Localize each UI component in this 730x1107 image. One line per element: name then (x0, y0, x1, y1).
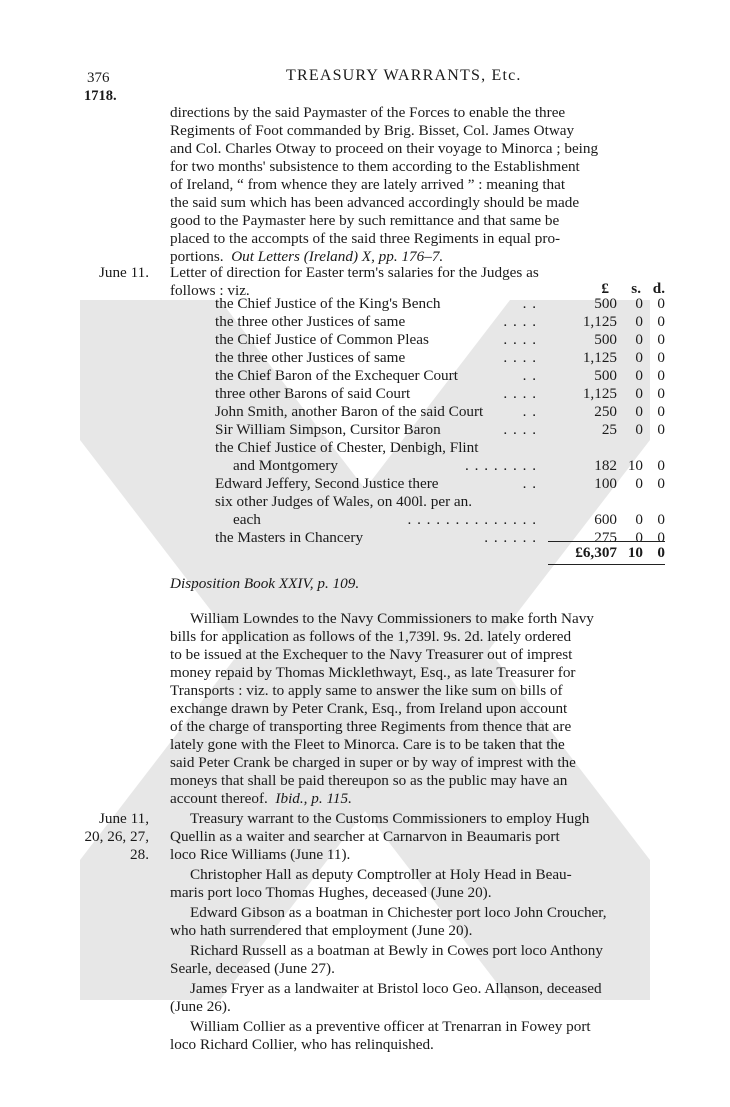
text-line: Quellin as a waiter and searcher at Carnarvon in Beaumaris port (170, 828, 560, 845)
pence-cell: 0 (657, 331, 665, 348)
pence-cell: 0 (657, 295, 665, 312)
pounds-cell: 500 (594, 295, 617, 312)
text-fragment: account thereof. (170, 790, 268, 807)
salary-row (215, 421, 665, 439)
salary-row (215, 403, 665, 421)
text-line: the said sum which has been advanced accordingly should be made (170, 194, 580, 211)
date-line: June 11, (98, 810, 149, 827)
customs-entry (170, 904, 666, 940)
salary-description: the three other Justices of same (215, 313, 406, 330)
shillings-cell: 0 (635, 475, 643, 492)
running-title: TREASURY WARRANTS, Etc. (286, 67, 522, 84)
text-line: William Collier as a preventive officer at Trenarran in Fowey port (190, 1018, 591, 1035)
shillings-cell: 0 (635, 313, 643, 330)
customs-entry (170, 980, 666, 1016)
shillings-cell: 0 (635, 367, 643, 384)
margin-date: June 11. (98, 264, 149, 281)
pounds-cell: 500 (594, 331, 617, 348)
text-line: William Lowndes to the Navy Commissioners to make forth Navy (190, 610, 594, 627)
customs-entry (170, 1018, 666, 1054)
text-line: lately gone with the Fleet to Minorca. Care is to be taken that the (170, 736, 565, 753)
salary-row (215, 475, 665, 493)
text-line: of Ireland, “ from whence they are lately arrived ” : meaning that (170, 176, 566, 193)
text-line: Letter of direction for Easter term's salaries for the Judges as (170, 264, 539, 281)
text-line: Regiments of Foot commanded by Brig. Bisset, Col. James Otway (170, 122, 575, 139)
customs-entry (170, 866, 666, 902)
total-rule-bottom (548, 564, 665, 565)
pounds-cell: 275 (594, 529, 617, 546)
salary-row (215, 493, 665, 511)
leader-dots: . . . . (503, 385, 537, 402)
citation: Out Letters (Ireland) X, pp. 176–7. (231, 248, 444, 265)
pounds-cell: 500 (594, 367, 617, 384)
pounds-header: £ (601, 280, 609, 297)
margin-year: 1718. (84, 88, 117, 104)
salary-description: the Chief Justice of Common Pleas (215, 331, 429, 348)
pence-cell: 0 (657, 511, 665, 528)
text-line: Searle, deceased (June 27). (170, 960, 335, 977)
leader-dots: . . . . (503, 349, 537, 366)
shillings-cell: 0 (635, 529, 643, 546)
text-line: Treasury warrant to the Customs Commissioners to employ Hugh (190, 810, 590, 827)
shillings-cell: 10 (627, 457, 643, 474)
leader-dots: . . . . (503, 421, 537, 438)
salary-description: the Chief Justice of the King's Bench (215, 295, 441, 312)
salary-description: and Montgomery (233, 457, 339, 474)
disposition-citation: Disposition Book XXIV, p. 109. (170, 575, 360, 592)
pounds-cell: 100 (594, 475, 617, 492)
shillings-cell: 0 (635, 511, 643, 528)
text-line: Christopher Hall as deputy Comptroller at Holy Head in Beau- (190, 866, 572, 883)
pounds-cell: 250 (594, 403, 617, 420)
salary-description: three other Barons of said Court (215, 385, 411, 402)
customs-entries (170, 810, 666, 1054)
text-line: to be issued at the Exchequer to the Navy Treasurer out of imprest (170, 646, 573, 663)
text-line: exchange drawn by Peter Crank, Esq., from Ireland upon account (170, 700, 568, 717)
leader-dots: . . . . (503, 313, 537, 330)
text-line: loco Richard Collier, who has relinquished. (170, 1036, 434, 1053)
pence-cell: 0 (657, 475, 665, 492)
salary-description: Edward Jeffery, Second Justice there (215, 475, 439, 492)
salary-row (215, 349, 665, 367)
salary-description: John Smith, another Baron of the said Court (215, 403, 484, 420)
salary-row (215, 331, 665, 349)
pounds-cell: 182 (594, 457, 617, 474)
salary-description: the Chief Justice of Chester, Denbigh, Flint (215, 439, 479, 456)
text-line: Richard Russell as a boatman at Bewly in Cowes port loco Anthony (190, 942, 603, 959)
pence-cell: 0 (657, 403, 665, 420)
leader-dots: . . (522, 403, 537, 420)
date-line: 20, 26, 27, (84, 828, 149, 845)
salary-description: the Masters in Chancery (215, 529, 364, 546)
text-line: Transports : viz. to apply same to answer the like sum on bills of (170, 682, 563, 699)
salary-row (215, 457, 665, 475)
pence-cell: 0 (657, 367, 665, 384)
text-line: money repaid by Thomas Micklethwayt, Esq., as late Treasurer for (170, 664, 576, 681)
shillings-header: s. (631, 280, 641, 297)
customs-entry (170, 810, 666, 864)
shillings-cell: 0 (635, 421, 643, 438)
salary-row (215, 295, 665, 313)
text-line: (June 26). (170, 998, 231, 1015)
total-rule-top (548, 541, 665, 542)
pounds-cell: 1,125 (582, 349, 617, 366)
pence-cell: 0 (657, 457, 665, 474)
pence-header: d. (652, 280, 665, 297)
total-pence: 0 (657, 544, 665, 561)
text-line: of the charge of transporting three Regiments from thence that are (170, 718, 572, 735)
pounds-cell: 1,125 (582, 385, 617, 402)
customs-entry (170, 942, 666, 978)
pence-cell: 0 (657, 349, 665, 366)
page-number: 376 (87, 70, 110, 86)
text-line: good to the Paymaster here by such remittance and that same be (170, 212, 560, 229)
text-fragment: portions. (170, 248, 224, 265)
text-line: bills for application as follows of the 1,739l. 9s. 2d. lately ordered (170, 628, 572, 645)
text-line: loco Rice Williams (June 11). (170, 846, 351, 863)
leader-dots: . . (522, 295, 537, 312)
pence-cell: 0 (657, 385, 665, 402)
text-line: Edward Gibson as a boatman in Chichester port loco John Croucher, (190, 904, 607, 921)
text-line: James Fryer as a landwaiter at Bristol loco Geo. Allanson, deceased (190, 980, 602, 997)
pence-cell: 0 (657, 313, 665, 330)
salary-description: the Chief Baron of the Exchequer Court (215, 367, 458, 384)
lowndes-paragraph (170, 610, 666, 808)
text-line (170, 790, 666, 808)
shillings-cell: 0 (635, 331, 643, 348)
shillings-cell: 0 (635, 295, 643, 312)
salary-description: each (233, 511, 261, 528)
salary-row (215, 313, 665, 331)
salary-total (548, 544, 665, 562)
pounds-cell: 25 (601, 421, 617, 438)
pence-cell: 0 (657, 421, 665, 438)
salary-row (215, 385, 665, 403)
text-line: maris port loco Thomas Hughes, deceased (June 20). (170, 884, 492, 901)
text-line: who hath surrendered that employment (June 20). (170, 922, 473, 939)
leader-dots: . . . . . . . . (465, 457, 537, 474)
salary-row (215, 511, 665, 529)
pence-cell: 0 (657, 529, 665, 546)
salary-description: six other Judges of Wales, on 400l. per an. (215, 493, 473, 510)
leader-dots: . . . . (503, 331, 537, 348)
leader-dots: . . . . . . . . . . . . . . (407, 511, 537, 528)
text-line: said Peter Crank be charged in super or by way of imprest with the (170, 754, 576, 771)
total-pounds: £6,307 (575, 544, 617, 561)
shillings-cell: 0 (635, 403, 643, 420)
salary-row (215, 439, 665, 457)
shillings-cell: 0 (635, 349, 643, 366)
citation: Ibid., p. 115. (275, 790, 352, 807)
margin-dates (73, 810, 149, 864)
leader-dots: . . . . . . (484, 529, 537, 546)
text-line: and Col. Charles Otway to proceed on their voyage to Minorca ; being (170, 140, 599, 157)
date-line: 28. (130, 846, 149, 863)
text-line: follows : viz. (170, 282, 250, 299)
total-shillings: 10 (627, 544, 643, 561)
pounds-cell: 600 (594, 511, 617, 528)
leader-dots: . . (522, 475, 537, 492)
pounds-cell: 1,125 (582, 313, 617, 330)
intro-paragraph (170, 104, 666, 266)
text-line: directions by the said Paymaster of the Forces to enable the three (170, 104, 566, 121)
salary-row (215, 367, 665, 385)
text-line: moneys that shall be paid thereupon so as the public may have an (170, 772, 568, 789)
salary-table (215, 295, 665, 547)
salary-description: Sir William Simpson, Cursitor Baron (215, 421, 441, 438)
salary-description: the three other Justices of same (215, 349, 406, 366)
leader-dots: . . (522, 367, 537, 384)
text-line: for two months' subsistence to them according to the Establishment (170, 158, 580, 175)
shillings-cell: 0 (635, 385, 643, 402)
text-line: placed to the accompts of the said three Regiments in equal pro- (170, 230, 561, 247)
